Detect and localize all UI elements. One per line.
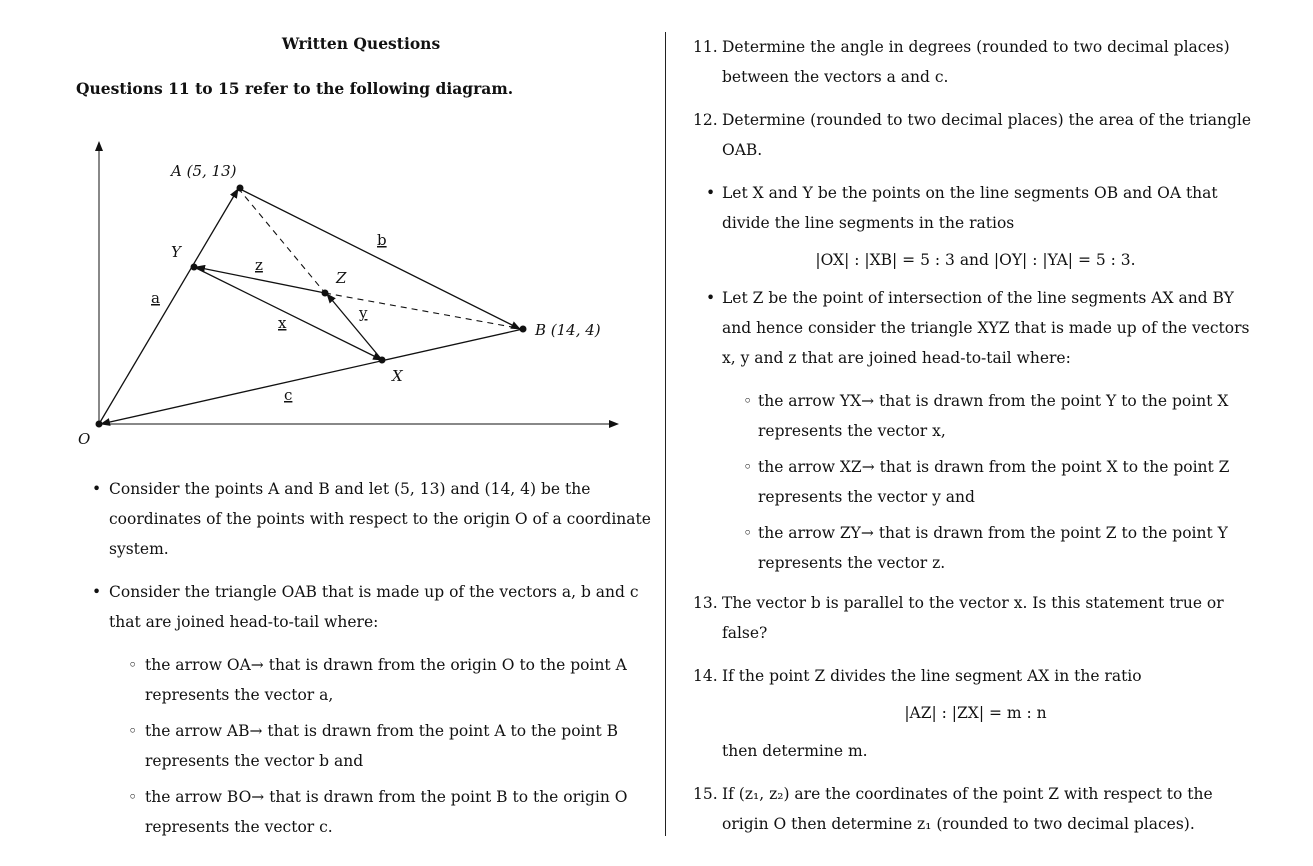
label-vec-y: y xyxy=(359,304,368,322)
vector-c-arrow xyxy=(101,329,523,424)
label-vec-c: c xyxy=(284,386,293,404)
point-B xyxy=(520,326,527,333)
question-text: Determine the angle in degrees (rounded to two decimal places) between the vectors a and c. xyxy=(722,38,1230,86)
question-13 xyxy=(693,588,1258,648)
label-O: O xyxy=(78,430,91,448)
question-number: 15. xyxy=(693,785,718,803)
point-Y xyxy=(191,264,198,271)
subitem-yx: ◦ the arrow YX→ that is drawn from the point Y to the point X represents the vector x, xyxy=(693,386,1258,446)
question-12 xyxy=(693,105,1258,165)
question-number: 12. xyxy=(693,111,718,129)
bullet-coordinates: • Consider the points A and B and let (5, 13) and (14, 4) be the coordinates of the points with respect to the origin O of a coordinate system. xyxy=(92,474,652,564)
point-O xyxy=(96,421,103,428)
right-column xyxy=(693,32,1258,852)
subitem-bo: ◦ the arrow BO→ that is drawn from the point B to the origin O represents the vector c. xyxy=(92,782,652,842)
column-divider xyxy=(665,32,666,836)
ratio-equation-1: |OX| : |XB| = 5 : 3 and |OY| : |YA| = 5 : 3. xyxy=(815,251,1136,269)
diagram-svg xyxy=(70,130,630,450)
question-text: Determine (rounded to two decimal places) the area of the triangle OAB. xyxy=(722,111,1252,159)
label-vec-x: x xyxy=(278,314,287,332)
point-X xyxy=(379,357,386,364)
subitem-ab: ◦ the arrow AB→ that is drawn from the point A to the point B represents the vector b and xyxy=(92,716,652,776)
left-column xyxy=(76,32,646,98)
bullet-point-z: • Let Z be the point of intersection of the line segments AX and BY and hence consider the triangle XYZ that is made up of the vectors x, y and z that are joined head-to-tail where: xyxy=(693,283,1258,373)
question-number: 14. xyxy=(693,667,718,685)
ratio-equation-2: |AZ| : |ZX| = m : n xyxy=(904,704,1047,722)
question-11 xyxy=(693,32,1258,92)
question-text: If the point Z divides the line segment AX in the ratio xyxy=(722,667,1142,685)
question-15 xyxy=(693,779,1258,839)
point-Z xyxy=(322,290,329,297)
left-bullet-list xyxy=(92,474,652,848)
subitem-zy: ◦ the arrow ZY→ that is drawn from the point Z to the point Y represents the vector z. xyxy=(693,518,1258,578)
vector-b-arrow xyxy=(238,188,520,329)
vector-a-arrow xyxy=(99,189,238,424)
point-A xyxy=(237,185,244,192)
label-Y: Y xyxy=(171,243,181,261)
label-A: A (5, 13) xyxy=(171,162,237,180)
label-vec-z: z xyxy=(255,256,263,274)
label-B: B (14, 4) xyxy=(535,321,601,339)
diagram-lead: Questions 11 to 15 refer to the following diagram. xyxy=(76,79,514,98)
vector-diagram xyxy=(70,130,630,450)
label-vec-b: b xyxy=(377,231,387,249)
subitem-oa: ◦ the arrow OA→ that is drawn from the origin O to the point A represents the vector a, xyxy=(92,650,652,710)
question-text: The vector b is parallel to the vector x. Is this statement true or false? xyxy=(722,594,1224,642)
dashed-ZB xyxy=(325,293,523,329)
vector-y-arrow xyxy=(327,294,382,360)
question-14 xyxy=(693,661,1258,691)
subitem-xz: ◦ the arrow XZ→ that is drawn from the point X to the point Z represents the vector y and xyxy=(693,452,1258,512)
label-Z: Z xyxy=(336,269,347,287)
question-number: 11. xyxy=(693,38,718,56)
bullet-points-xy: • Let X and Y be the points on the line segments OB and OA that divide the line segments in the ratios xyxy=(693,178,1258,238)
bullet-triangle-oab: • Consider the triangle OAB that is made up of the vectors a, b and c that are joined head-to-tail where: xyxy=(92,577,652,637)
label-X: X xyxy=(392,367,403,385)
label-vec-a: a xyxy=(151,289,160,307)
question-number: 13. xyxy=(693,594,718,612)
dashed-AZ xyxy=(238,188,325,293)
question-text: If (z₁, z₂) are the coordinates of the point Z with respect to the origin O then determine z₁ (rounded to two decimal places). xyxy=(722,785,1213,833)
question-14-continued: then determine m. xyxy=(722,742,868,760)
vector-x-arrow xyxy=(194,267,382,360)
page-title: Written Questions xyxy=(281,34,441,53)
